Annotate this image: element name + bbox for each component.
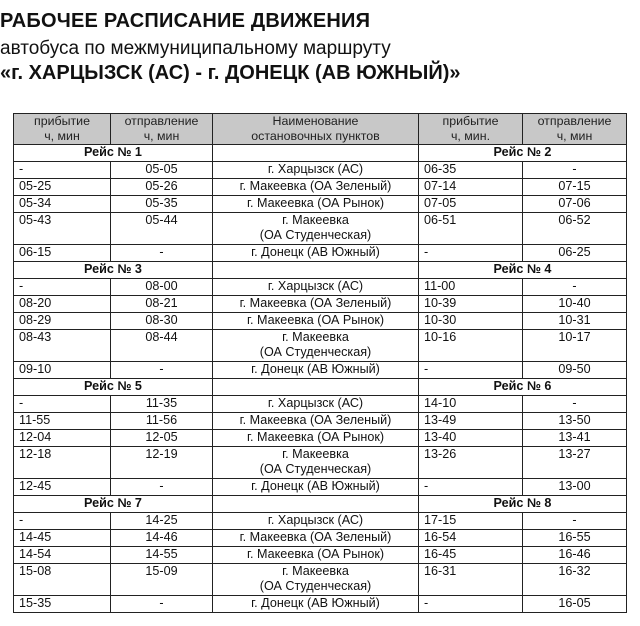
table-row — [14, 530, 627, 547]
arrival-time-left: 14-45 — [14, 530, 111, 547]
stop-name: г. Макеевка (ОА Студенческая) — [213, 213, 419, 245]
trip-label-left: Рейс № 7 — [14, 496, 213, 513]
stop-name: г. Макеевка (ОА Зеленый) — [213, 179, 419, 196]
page-subtitle: автобуса по межмуниципальному маршруту — [0, 38, 391, 59]
departure-time-right: 13-50 — [523, 413, 627, 430]
arrival-time-right: - — [419, 362, 523, 379]
trip-spacer — [213, 496, 419, 513]
departure-time-right: 16-46 — [523, 547, 627, 564]
trip-spacer — [213, 262, 419, 279]
stop-name: г. Харцызск (АС) — [213, 396, 419, 413]
arrival-time-right: 16-31 — [419, 564, 523, 596]
arrival-time-right: 10-39 — [419, 296, 523, 313]
stop-name: г. Макеевка (ОА Рынок) — [213, 313, 419, 330]
table-row — [14, 279, 627, 296]
departure-time-left: 11-56 — [111, 413, 213, 430]
col-arrival-right: прибытие ч, мин. — [419, 114, 523, 145]
trip-label-left: Рейс № 5 — [14, 379, 213, 396]
arrival-time-right: - — [419, 596, 523, 613]
departure-time-left: 11-35 — [111, 396, 213, 413]
col-departure-left: отправление ч, мин — [111, 114, 213, 145]
arrival-time-right: 10-16 — [419, 330, 523, 362]
trip-header-row — [14, 379, 627, 396]
stop-name: г. Макеевка (ОА Зеленый) — [213, 296, 419, 313]
arrival-time-left: 14-54 — [14, 547, 111, 564]
stop-name: г. Макеевка (ОА Зеленый) — [213, 413, 419, 430]
arrival-time-left: 08-29 — [14, 313, 111, 330]
route-name: «г. ХАРЦЫЗСК (АС) - г. ДОНЕЦК (АВ ЮЖНЫЙ)» — [0, 62, 461, 84]
departure-time-right: 16-05 — [523, 596, 627, 613]
stop-name: г. Макеевка (ОА Студенческая) — [213, 447, 419, 479]
table-row — [14, 179, 627, 196]
col-stops: Наименование остановочных пунктов — [213, 114, 419, 145]
table-row — [14, 396, 627, 413]
stop-name: г. Донецк (АВ Южный) — [213, 479, 419, 496]
table-header-row — [14, 114, 627, 145]
table-row — [14, 413, 627, 430]
departure-time-right: 16-55 — [523, 530, 627, 547]
departure-time-right: 16-32 — [523, 564, 627, 596]
departure-time-right: 06-25 — [523, 245, 627, 262]
arrival-time-right: - — [419, 245, 523, 262]
arrival-time-right: 17-15 — [419, 513, 523, 530]
arrival-time-right: 13-26 — [419, 447, 523, 479]
table-row — [14, 162, 627, 179]
table-row — [14, 213, 627, 245]
departure-time-left: 14-46 — [111, 530, 213, 547]
arrival-time-left: 06-15 — [14, 245, 111, 262]
departure-time-right: 13-27 — [523, 447, 627, 479]
stop-name: г. Харцызск (АС) — [213, 162, 419, 179]
table-row — [14, 596, 627, 613]
departure-time-right: - — [523, 396, 627, 413]
arrival-time-right: 16-54 — [419, 530, 523, 547]
stop-name: г. Донецк (АВ Южный) — [213, 245, 419, 262]
departure-time-right: 09-50 — [523, 362, 627, 379]
arrival-time-left: 12-18 — [14, 447, 111, 479]
departure-time-left: 14-25 — [111, 513, 213, 530]
trip-label-right: Рейс № 6 — [419, 379, 627, 396]
arrival-time-left: 05-34 — [14, 196, 111, 213]
departure-time-left: 08-21 — [111, 296, 213, 313]
departure-time-right: 10-31 — [523, 313, 627, 330]
departure-time-right: 06-52 — [523, 213, 627, 245]
departure-time-right: 13-41 — [523, 430, 627, 447]
departure-time-left: 08-44 — [111, 330, 213, 362]
arrival-time-left: 09-10 — [14, 362, 111, 379]
schedule-table — [13, 113, 627, 613]
departure-time-right: - — [523, 279, 627, 296]
stop-name: г. Макеевка (ОА Рынок) — [213, 196, 419, 213]
arrival-time-left: 15-08 — [14, 564, 111, 596]
stop-name: г. Макеевка (ОА Рынок) — [213, 430, 419, 447]
departure-time-left: 08-00 — [111, 279, 213, 296]
departure-time-left: - — [111, 479, 213, 496]
table-row — [14, 330, 627, 362]
table-row — [14, 513, 627, 530]
trip-spacer — [213, 379, 419, 396]
arrival-time-left: 08-43 — [14, 330, 111, 362]
arrival-time-left: 11-55 — [14, 413, 111, 430]
trip-label-left: Рейс № 1 — [14, 145, 213, 162]
arrival-time-right: - — [419, 479, 523, 496]
departure-time-left: 08-30 — [111, 313, 213, 330]
arrival-time-right: 11-00 — [419, 279, 523, 296]
stop-name: г. Харцызск (АС) — [213, 513, 419, 530]
departure-time-right: 10-17 — [523, 330, 627, 362]
col-departure-right: отправление ч, мин — [523, 114, 627, 145]
departure-time-left: - — [111, 245, 213, 262]
schedule-body — [14, 145, 627, 613]
table-row — [14, 547, 627, 564]
departure-time-right: 13-00 — [523, 479, 627, 496]
table-row — [14, 296, 627, 313]
departure-time-left: 15-09 — [111, 564, 213, 596]
stop-name: г. Макеевка (ОА Студенческая) — [213, 330, 419, 362]
arrival-time-right: 14-10 — [419, 396, 523, 413]
trip-label-right: Рейс № 2 — [419, 145, 627, 162]
col-arrival-left: прибытие ч, мин — [14, 114, 111, 145]
arrival-time-left: 08-20 — [14, 296, 111, 313]
arrival-time-right: 06-51 — [419, 213, 523, 245]
departure-time-left: 14-55 — [111, 547, 213, 564]
departure-time-right: 07-06 — [523, 196, 627, 213]
arrival-time-right: 06-35 — [419, 162, 523, 179]
arrival-time-right: 13-40 — [419, 430, 523, 447]
trip-label-right: Рейс № 4 — [419, 262, 627, 279]
trip-header-row — [14, 496, 627, 513]
table-row — [14, 430, 627, 447]
stop-name: г. Макеевка (ОА Рынок) — [213, 547, 419, 564]
departure-time-right: - — [523, 162, 627, 179]
arrival-time-right: 16-45 — [419, 547, 523, 564]
arrival-time-right: 10-30 — [419, 313, 523, 330]
arrival-time-right: 07-05 — [419, 196, 523, 213]
trip-header-row — [14, 145, 627, 162]
arrival-time-left: 05-25 — [14, 179, 111, 196]
table-row — [14, 564, 627, 596]
departure-time-left: 05-35 — [111, 196, 213, 213]
table-row — [14, 313, 627, 330]
table-row — [14, 245, 627, 262]
arrival-time-left: 12-04 — [14, 430, 111, 447]
departure-time-left: - — [111, 596, 213, 613]
arrival-time-left: - — [14, 396, 111, 413]
departure-time-left: 05-44 — [111, 213, 213, 245]
stop-name: г. Макеевка (ОА Студенческая) — [213, 564, 419, 596]
departure-time-left: 12-19 — [111, 447, 213, 479]
arrival-time-left: - — [14, 279, 111, 296]
table-row — [14, 447, 627, 479]
arrival-time-right: 13-49 — [419, 413, 523, 430]
departure-time-right: 07-15 — [523, 179, 627, 196]
arrival-time-left: 15-35 — [14, 596, 111, 613]
trip-spacer — [213, 145, 419, 162]
trip-label-right: Рейс № 8 — [419, 496, 627, 513]
departure-time-left: 05-05 — [111, 162, 213, 179]
departure-time-left: 12-05 — [111, 430, 213, 447]
arrival-time-right: 07-14 — [419, 179, 523, 196]
arrival-time-left: - — [14, 162, 111, 179]
departure-time-left: - — [111, 362, 213, 379]
departure-time-right: - — [523, 513, 627, 530]
stop-name: г. Донецк (АВ Южный) — [213, 596, 419, 613]
table-row — [14, 479, 627, 496]
stop-name: г. Макеевка (ОА Зеленый) — [213, 530, 419, 547]
table-row — [14, 362, 627, 379]
stop-name: г. Харцызск (АС) — [213, 279, 419, 296]
trip-header-row — [14, 262, 627, 279]
table-row — [14, 196, 627, 213]
stop-name: г. Донецк (АВ Южный) — [213, 362, 419, 379]
departure-time-left: 05-26 — [111, 179, 213, 196]
departure-time-right: 10-40 — [523, 296, 627, 313]
arrival-time-left: 12-45 — [14, 479, 111, 496]
arrival-time-left: - — [14, 513, 111, 530]
trip-label-left: Рейс № 3 — [14, 262, 213, 279]
page-title: РАБОЧЕЕ РАСПИСАНИЕ ДВИЖЕНИЯ — [0, 10, 371, 32]
arrival-time-left: 05-43 — [14, 213, 111, 245]
